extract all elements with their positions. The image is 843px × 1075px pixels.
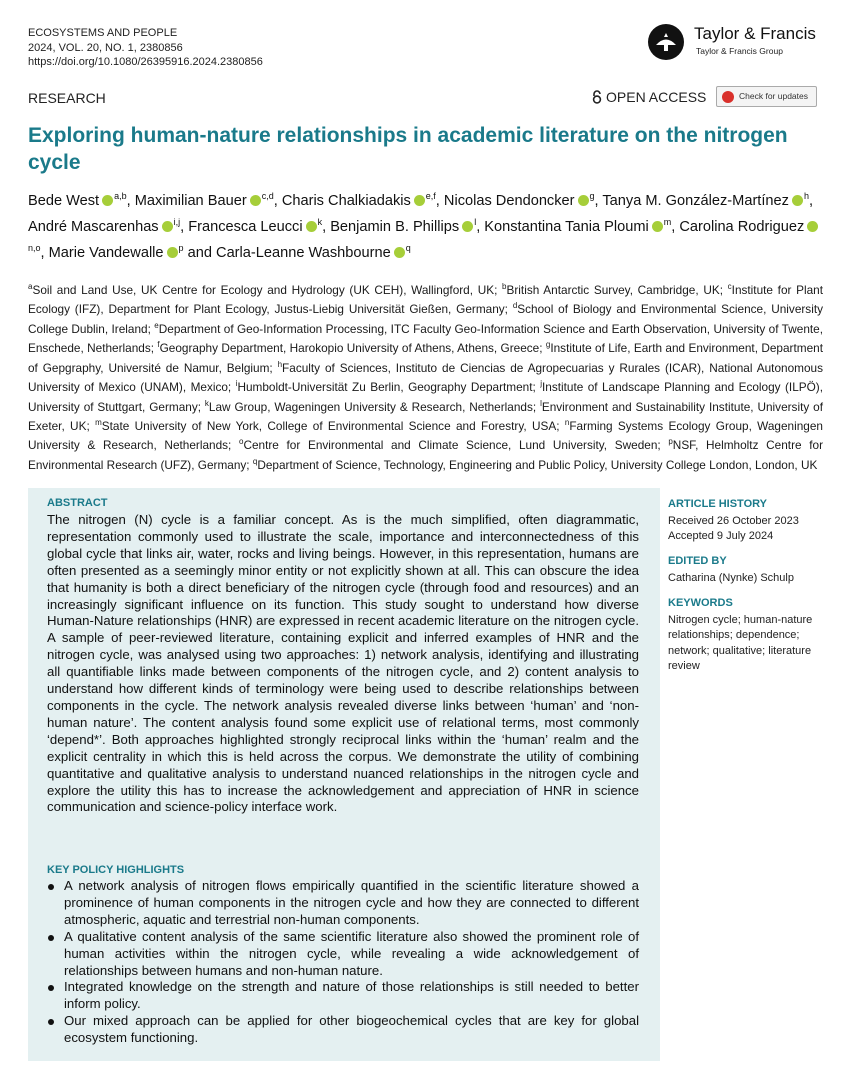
author-name[interactable]: Maximilian Bauer bbox=[134, 192, 247, 209]
history-heading: ARTICLE HISTORY bbox=[668, 498, 768, 510]
author-list: Bede West $^{a,b}$, Maximilian Bauer $^{c,d}$, Charis Chalkiadakis $^{e,f}$, Nicolas Dendoncker $^g$, Tanya M. González-Martínez $^h$, André Mascarenhas $^{i,j}$, Francesca Leucci $^k$, Benjamin B. Phillips $^l$, Konstantina Tania Ploumi $^m$, Carolina Rodriguez$^{n,o}$, Marie Vandewalle $^p$ and Carla-Leanne Washbourne $^q$ bbox=[28, 186, 823, 264]
author-affiliation-marker: k bbox=[317, 216, 323, 227]
received-date: Received 26 October 2023 bbox=[668, 514, 799, 527]
affiliations bbox=[28, 279, 823, 473]
orcid-icon[interactable] bbox=[306, 221, 317, 232]
author-affiliation-marker: h bbox=[803, 191, 809, 201]
affiliation-marker: a bbox=[28, 282, 33, 291]
orcid-icon[interactable] bbox=[162, 221, 173, 232]
affiliation-marker: e bbox=[154, 320, 159, 330]
check-for-updates-button[interactable] bbox=[716, 86, 817, 107]
crossmark-icon bbox=[722, 91, 734, 103]
author-affiliation-marker: g bbox=[589, 191, 595, 201]
journal-volume: 2024, VOL. 20, NO. 1, 2380856 bbox=[28, 41, 183, 54]
keywords-text: Nitrogen cycle; human-nature relationships; dependence; network; qualitative; literature review bbox=[668, 613, 813, 672]
affiliation-marker: n bbox=[564, 417, 570, 427]
author-name[interactable]: Carolina Rodriguez bbox=[679, 218, 805, 235]
lamp-icon bbox=[648, 24, 684, 60]
edited-by bbox=[668, 554, 828, 586]
author-affiliation-marker: e,f bbox=[425, 191, 436, 201]
affiliation-text: Farming Systems Ecology Group, Wageningen University & Research, Netherlands; bbox=[28, 418, 823, 453]
author-affiliation-marker: a,b bbox=[114, 191, 127, 201]
affiliation-text: State University of New York, College of Environmental Science and Forestry, USA; bbox=[101, 418, 565, 433]
author-affiliation-marker: m bbox=[663, 216, 672, 227]
orcid-icon[interactable] bbox=[792, 195, 803, 206]
affiliation-text: Institute of Landscape Planning and Ecology (ILPÖ), University of Stuttgart, Germany; bbox=[28, 380, 824, 414]
orcid-icon[interactable] bbox=[578, 195, 589, 206]
publisher-name: Taylor & Francis bbox=[694, 24, 816, 43]
affiliation-marker: l bbox=[540, 398, 542, 408]
author-affiliation-marker: i,j bbox=[173, 216, 181, 227]
keywords bbox=[668, 596, 820, 675]
abstract-text: The nitrogen (N) cycle is a familiar concept. As is the much simplified, often diagrammatic, representation commonly used to illustrate the scale, importance and interconnectedness of this global cycle that links air, water, rocks and living beings. However, in this representation, humans are often presented as a seemingly minor entity or not explicitly shown at all. This can obscure the idea that humanity is both a direct beneficiary of the nitrogen cycle (through food and resources) and an increasingly significant influence on its function. This study sought to understand how diverse Human-Nature relationships (HNR) are expressed in recent academic literature on the nitrogen cycle. A sample of peer-reviewed literature, containing explicit and inferred examples of HNR and the nitrogen cycle, was analysed using two approaches: 1) network analysis, identifying and illustrating all quantifiable links made between components of the nitrogen cycle, and 2) content analysis to understand how different kinds of terminology were being used to describe relationships between components in the cycle. The network analysis revealed diverse links between ‘human’ and ‘non-human nature’. The content analysis found some explicit use of relational terms, most commonly ‘depend*’. Both approaches highlighted strongly reciprocal links within the ‘human’ realm and the explicit centrality in which this is held across the corpus. We demonstrate the utility of combining quantitative and qualitative analysis to understand nuanced relationships in the nitrogen cycle and explore the utility this has to increase the acknowledgement and appreciation of HNR in science communication and science-policy interface work. bbox=[47, 512, 639, 815]
publisher-group: Taylor & Francis Group bbox=[696, 46, 783, 56]
affiliation-marker: j bbox=[540, 379, 542, 389]
open-lock-icon bbox=[592, 90, 602, 107]
affiliation-marker: d bbox=[512, 301, 518, 311]
accepted-date: Accepted 9 July 2024 bbox=[668, 530, 774, 542]
author-name[interactable]: Carla-Leanne Washbourne bbox=[216, 244, 391, 261]
affiliation-marker: c bbox=[727, 282, 732, 291]
editor-name: Catharina (Nynke) Schulp bbox=[668, 571, 794, 584]
affiliation-text: Soil and Land Use, UK Centre for Ecology and Hydrology (UK CEH), Wallingford, UK; bbox=[32, 282, 503, 297]
author-name[interactable]: Nicolas Dendoncker bbox=[443, 192, 575, 209]
edited-heading: EDITED BY bbox=[668, 555, 727, 567]
author-affiliation-marker: n,o bbox=[28, 242, 41, 253]
author-name[interactable]: Konstantina Tania Ploumi bbox=[484, 218, 649, 235]
affiliation-marker: m bbox=[95, 417, 102, 427]
affiliation-text: British Antarctic Survey, Cambridge, UK; bbox=[506, 282, 728, 297]
open-access-badge[interactable] bbox=[592, 89, 706, 107]
author-name[interactable]: Bede West bbox=[28, 192, 100, 209]
author-name[interactable]: Francesca Leucci bbox=[188, 218, 303, 235]
affiliation-text: NSF, Helmholtz Centre for Environmental Research (UFZ), Germany; bbox=[28, 438, 823, 472]
affiliation-marker: h bbox=[277, 359, 283, 369]
affiliation-text: Faculty of Sciences, Instituto de Ciencias de Agropecuarias y Rurales (ICAR), National Autonomous University of Mexico (UNAM), Mexico; bbox=[28, 360, 823, 395]
orcid-icon[interactable] bbox=[394, 247, 405, 258]
affiliation-text: Geography Department, Harokopio University of Athens, Athens, Greece; bbox=[159, 341, 546, 356]
section-label: RESEARCH bbox=[28, 90, 106, 106]
affiliation-marker: b bbox=[502, 282, 507, 291]
affiliation-text: Humboldt-Universität Zu Berlin, Geography Department; bbox=[237, 380, 541, 395]
affiliation-marker: o bbox=[239, 437, 244, 447]
orcid-icon[interactable] bbox=[807, 221, 818, 232]
article-history bbox=[668, 497, 828, 545]
highlights-heading: KEY POLICY HIGHLIGHTS bbox=[47, 864, 185, 876]
affiliation-text: Centre for Environmental and Climate Science, Lund University, Sweden; bbox=[243, 438, 669, 453]
affiliation-marker: q bbox=[252, 456, 258, 466]
affiliation-text: Department of Geo-Information Processing, ITC Faculty Geo-Information Science and Earth Observation, University of Twente, Enschede, Netherlands; bbox=[28, 321, 823, 356]
author-affiliation-marker: p bbox=[178, 242, 184, 253]
affiliation-text: Department of Science, Technology, Engineering and Public Policy, University College London, London, UK bbox=[257, 457, 818, 472]
open-access-label: OPEN ACCESS bbox=[606, 89, 707, 105]
orcid-icon[interactable] bbox=[462, 221, 473, 232]
affiliation-marker: k bbox=[204, 398, 209, 408]
author-name[interactable]: Marie Vandewalle bbox=[48, 244, 164, 261]
publisher-logo bbox=[648, 22, 823, 64]
abstract-heading: ABSTRACT bbox=[47, 497, 108, 509]
article-title: Exploring human-nature relationships in academic literature on the nitrogen cycle bbox=[28, 124, 788, 174]
author-name[interactable]: Benjamin B. Phillips bbox=[330, 218, 460, 235]
keywords-heading: KEYWORDS bbox=[668, 597, 733, 609]
check-updates-label: Check for updates bbox=[739, 91, 808, 101]
author-name[interactable]: André Mascarenhas bbox=[28, 218, 159, 235]
highlight-item: A qualitative content analysis of the same scientific literature also showed the prominent role of human activities within the nitrogen cycle, while revealing a wide acknowledgement of relationships between humans and non-human nature. bbox=[47, 929, 639, 980]
affiliation-text: Environment and Sustainability Institute, University of Exeter, UK; bbox=[28, 399, 823, 433]
highlight-item: Integrated knowledge on the strength and nature of those relationships is still needed to better inform policy. bbox=[47, 979, 639, 1013]
affiliation-marker: i bbox=[235, 379, 238, 389]
author-name[interactable]: Tanya M. González-Martínez bbox=[602, 192, 789, 209]
doi-link[interactable]: https://doi.org/10.1080/26395916.2024.2380856 bbox=[28, 56, 263, 68]
affiliation-text: Institute of Life, Earth and Environment, Department of Gepgraphy, Université de Namur, Belgium; bbox=[28, 341, 823, 375]
affiliation-text: School of Biology and Environmental Science, University College Dublin, Ireland; bbox=[28, 302, 824, 336]
author-affiliation-marker: l bbox=[474, 216, 477, 227]
orcid-icon[interactable] bbox=[250, 195, 261, 206]
orcid-icon[interactable] bbox=[414, 195, 425, 206]
author-affiliation-marker: q bbox=[405, 242, 411, 253]
affiliation-marker: p bbox=[668, 437, 673, 447]
affiliation-text: Law Group, Wageningen University & Research, Netherlands; bbox=[208, 399, 541, 414]
highlight-item: A network analysis of nitrogen flows empirically quantified in the scientific literature showed a prominence of human components in the nitrogen cycle and how they are connected to different atmospheric, aquatic and terrestrial non-human components. bbox=[47, 878, 639, 929]
journal-name: ECOSYSTEMS AND PEOPLE bbox=[28, 27, 178, 39]
highlights-list bbox=[47, 878, 639, 1047]
orcid-icon[interactable] bbox=[102, 195, 113, 206]
affiliation-marker: g bbox=[545, 340, 551, 350]
affiliation-marker: f bbox=[157, 340, 160, 350]
journal-info bbox=[28, 26, 263, 70]
author-affiliation-marker: c,d bbox=[261, 191, 274, 201]
highlight-item: Our mixed approach can be applied for other biogeochemical cycles that are key for global ecosystem functioning. bbox=[47, 1013, 639, 1047]
affiliation-text: Institute for Plant Ecology (IFZ), Department for Plant Ecology, Justus-Liebig Universität Gießen, Germany; bbox=[28, 282, 823, 317]
orcid-icon[interactable] bbox=[652, 221, 663, 232]
author-name[interactable]: Charis Chalkiadakis bbox=[281, 192, 411, 209]
orcid-icon[interactable] bbox=[167, 247, 178, 258]
